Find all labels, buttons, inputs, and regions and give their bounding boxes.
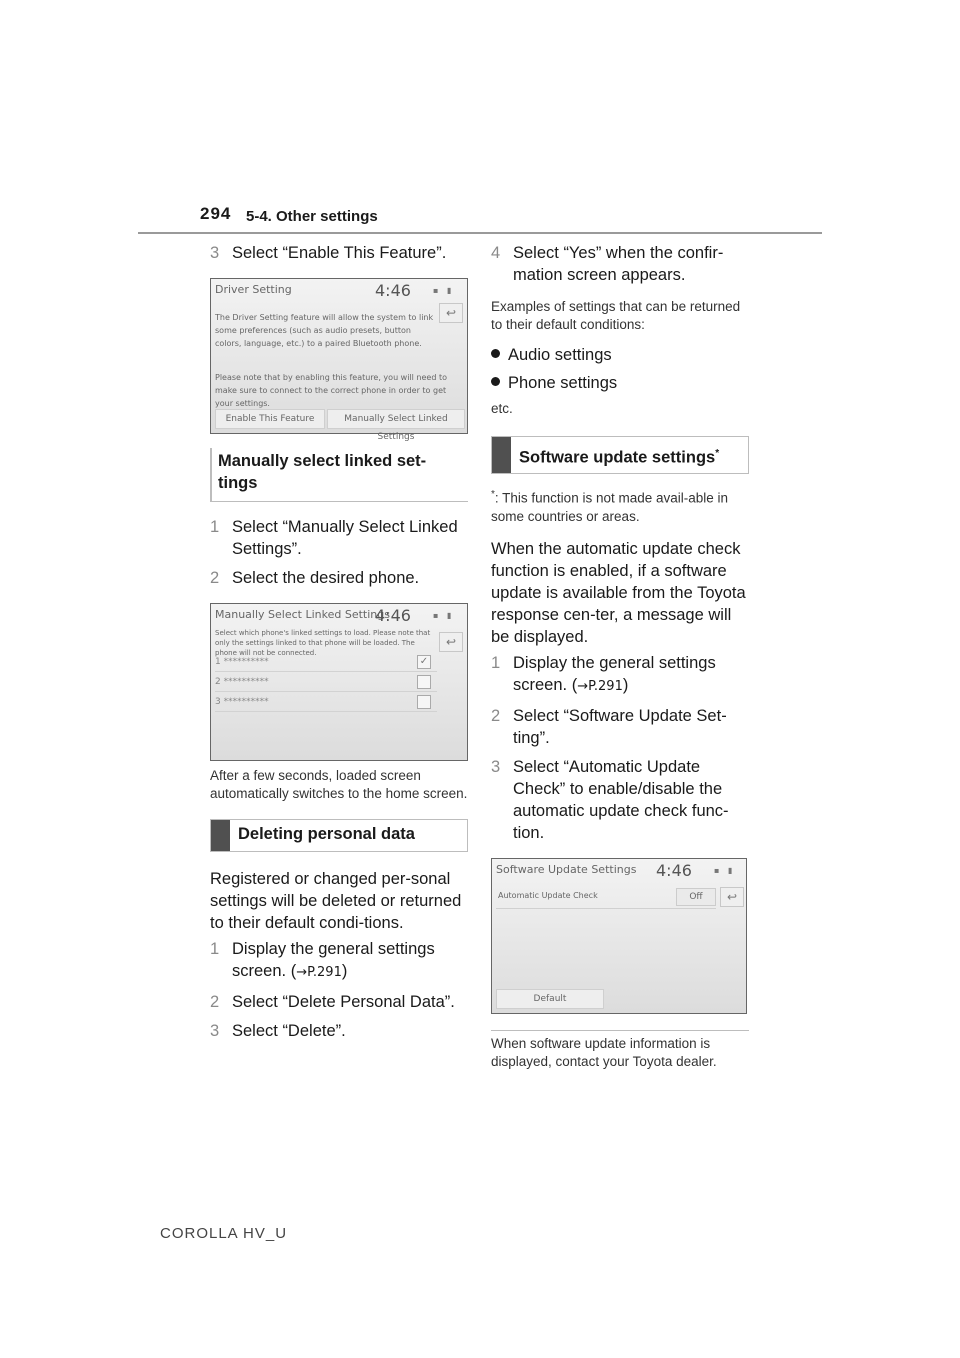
screen-body-text: The Driver Setting feature will allow the system to link some preferences (such as audio presets, button colors, language, etc.) to a paired Bluetooth phone. [215,313,434,348]
subhead-rule [210,448,212,501]
bullet-phone-settings [491,372,749,394]
step-text: Select the desired phone. [232,569,420,587]
subhead-deleting-personal-data [210,819,468,852]
step-text [513,652,749,698]
step-number: 3 [210,1022,220,1040]
page-header [0,0,960,240]
header-divider [138,232,822,234]
step-text [232,938,468,984]
clock: 4:46 [375,606,411,625]
phone-label: 2 ********** [215,677,269,687]
subhead-title [511,437,727,473]
step-number: 3 [491,757,501,776]
step-enable-feature [210,242,468,264]
step-text: Select “Automatic Update Check” to enable/disable the automatic update check func-tion. [513,757,729,842]
step-text: Select “Delete Personal Data”. [232,993,455,1011]
right-column [491,242,749,1071]
left-column [210,242,468,1049]
step-automatic-update-check [491,756,749,844]
paragraph-delete-info: Registered or changed per-sonal settings will be deleted or returned to their default condi-tions. [210,870,462,932]
status-icons: ▪ ▮ [714,865,736,875]
software-update-settings-screenshot [491,858,747,1014]
step-text: Select “Yes” when the confir-mation screen appears. [513,244,724,284]
screen-title: Driver Setting [215,283,292,296]
phone-row-2[interactable] [215,672,437,692]
step-text-close: ) [622,675,629,694]
step-manually-select [210,516,468,560]
page-reference-link[interactable]: →P.291 [296,965,342,980]
checkbox-icon[interactable] [417,675,431,689]
bullet-dot-icon [491,349,500,358]
off-toggle[interactable]: Off [676,888,716,906]
step-display-general-settings [491,652,749,698]
phone-row-3[interactable] [215,692,437,712]
back-button[interactable]: ↩ [720,887,744,907]
step-text-main: Display the general settings screen. ( [513,653,716,694]
step-software-update-setting [491,705,749,749]
screen-title: Software Update Settings [496,862,637,876]
step-number: 3 [210,244,220,262]
footer-model: COROLLA HV_U [160,1225,288,1242]
subhead-manually-select [210,448,468,502]
clock: 4:46 [656,860,692,880]
step-text: Select “Software Update Set-ting”. [513,706,727,747]
subhead-asterisk: * [715,448,720,459]
screen-body-note: Please note that by enabling this feature, you will need to make sure to connect to the correct phone in order to get your settings. [215,373,447,408]
auto-update-check-row[interactable] [496,887,716,909]
manual-linked-settings-screenshot [210,603,468,761]
paragraph-automatic-update: When the automatic update check function is enabled, if a software update is available from the Toyota response cen-ter, a message will be displayed. [491,539,746,646]
phone-row-1[interactable] [215,652,437,672]
screen-title: Manually Select Linked Settings [215,608,390,621]
footnote-text: : This function is not made avail-able in some countries or areas. [491,490,729,524]
step-number: 2 [210,993,220,1011]
section-title: 5-4. Other settings [246,208,378,225]
step-number: 1 [491,653,501,672]
subhead-title: Deleting personal data [238,825,415,843]
bullet-audio-settings [491,344,749,366]
caption-contact-dealer: When software update information is displayed, contact your Toyota dealer. [491,1035,717,1069]
row-label: Automatic Update Check [498,890,598,900]
enable-feature-button[interactable]: Enable This Feature [215,409,325,429]
bullet-text: Phone settings [508,374,618,392]
step-number: 2 [491,706,501,725]
step-text: Select “Manually Select Linked Settings”. [232,518,458,558]
step-text: Select “Enable This Feature”. [232,244,447,262]
step-select-phone [210,567,468,589]
subhead-title-text: Software update settings [519,448,716,467]
checkbox-icon[interactable] [417,695,431,709]
status-icons: ▪ ▮ [433,286,455,295]
step-number: 4 [491,244,501,262]
phone-label: 3 ********** [215,697,269,707]
caption-etc: etc. [491,401,513,416]
caption-examples: Examples of settings that can be returned to their default conditions: [491,299,741,332]
back-button[interactable]: ↩ [439,632,463,652]
step-select-delete [210,1020,468,1042]
step-select-yes [491,242,749,286]
subhead-bar [492,437,511,473]
driver-setting-screenshot [210,278,468,442]
subhead-software-update-settings [491,436,749,474]
manually-select-button[interactable]: Manually Select Linked Settings [327,409,465,429]
step-number: 2 [210,569,220,587]
footnote-asterisk: * [491,489,495,500]
subhead-bar [211,820,230,851]
screen-body-text: Select which phone's linked settings to load. Please note that only the settings linked to that phone will be loaded. The phone will not be connected. [215,629,431,657]
step-text-close: ) [341,962,348,980]
bullet-text: Audio settings [508,346,612,364]
subhead-title: Manually select linked set-tings [218,452,427,492]
step-delete-personal-data [210,991,468,1013]
step-display-general-settings [210,938,468,984]
default-button[interactable]: Default [496,989,604,1009]
caption-loaded-screen: After a few seconds, loaded screen automatically switches to the home screen. [210,768,468,801]
page-number: 294 [200,204,232,223]
step-text-main: Display the general settings screen. ( [232,940,435,980]
step-text: Select “Delete”. [232,1022,346,1040]
footnote-availability [491,486,749,526]
checkbox-checked-icon[interactable]: ✓ [417,655,431,669]
step-number: 1 [210,518,220,536]
clock: 4:46 [375,281,411,300]
phone-label: 1 ********** [215,657,269,667]
step-number: 1 [210,940,220,958]
page-reference-link[interactable]: →P.291 [577,678,623,694]
bullet-dot-icon [491,377,500,386]
status-icons: ▪ ▮ [433,611,455,620]
back-button[interactable]: ↩ [439,303,463,323]
